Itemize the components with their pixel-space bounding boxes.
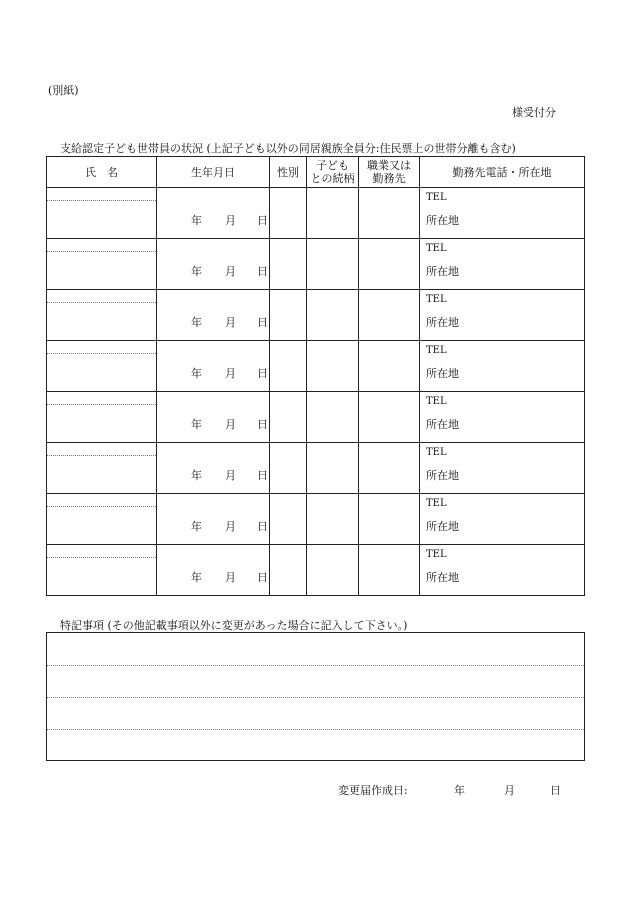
creation-month-label: 月 (504, 784, 515, 797)
birthdate-field[interactable] (157, 188, 270, 239)
address-label: 所在地 (426, 520, 459, 533)
day-label: 日 (257, 571, 268, 584)
name-field[interactable] (47, 443, 157, 494)
header-birthdate: 生年月日 (157, 157, 270, 188)
day-label: 日 (257, 214, 268, 227)
address-label: 所在地 (426, 316, 459, 329)
contact-field[interactable] (420, 392, 585, 443)
address-label: 所在地 (426, 418, 459, 431)
month-label: 月 (225, 469, 236, 482)
name-field[interactable] (47, 494, 157, 545)
name-field[interactable] (47, 290, 157, 341)
gender-field[interactable] (270, 290, 307, 341)
creation-date-label: 変更届作成日: (338, 784, 408, 797)
day-label: 日 (257, 367, 268, 380)
relation-field[interactable] (307, 239, 359, 290)
birthdate-field[interactable] (157, 545, 270, 596)
contact-field[interactable] (420, 545, 585, 596)
creation-date (338, 782, 588, 798)
occupation-field[interactable] (359, 545, 420, 596)
contact-field[interactable] (420, 494, 585, 545)
occupation-field[interactable] (359, 494, 420, 545)
month-label: 月 (225, 571, 236, 584)
day-label: 日 (257, 265, 268, 278)
header-relation (307, 157, 359, 188)
note-line (47, 729, 584, 730)
tel-label: TEL (426, 447, 447, 458)
relation-field[interactable] (307, 545, 359, 596)
contact-field[interactable] (420, 443, 585, 494)
table-row (47, 290, 585, 341)
tel-label: TEL (426, 192, 447, 203)
notes-field[interactable] (46, 632, 585, 761)
day-label: 日 (257, 469, 268, 482)
relation-field[interactable] (307, 188, 359, 239)
birthdate-field[interactable] (157, 494, 270, 545)
tel-label: TEL (426, 549, 447, 560)
header-relation-line2: との続柄 (310, 172, 355, 185)
table-row (47, 494, 585, 545)
note-line (47, 665, 584, 666)
table-header-row (47, 157, 585, 188)
creation-year-label: 年 (454, 784, 465, 797)
year-label: 年 (191, 520, 202, 533)
birthdate-field[interactable] (157, 392, 270, 443)
relation-field[interactable] (307, 392, 359, 443)
furigana-divider (47, 353, 156, 354)
name-field[interactable] (47, 188, 157, 239)
attachment-label: (別紙) (48, 84, 79, 97)
occupation-field[interactable] (359, 443, 420, 494)
note-line (47, 697, 584, 698)
day-label: 日 (257, 418, 268, 431)
day-label: 日 (257, 316, 268, 329)
header-name: 氏 名 (47, 157, 157, 188)
gender-field[interactable] (270, 188, 307, 239)
relation-field[interactable] (307, 443, 359, 494)
year-label: 年 (191, 214, 202, 227)
creation-day-label: 日 (550, 784, 561, 797)
contact-field[interactable] (420, 188, 585, 239)
relation-field[interactable] (307, 494, 359, 545)
birthdate-field[interactable] (157, 443, 270, 494)
gender-field[interactable] (270, 239, 307, 290)
birthdate-field[interactable] (157, 341, 270, 392)
header-gender: 性別 (270, 157, 307, 188)
tel-label: TEL (426, 498, 447, 509)
contact-field[interactable] (420, 290, 585, 341)
furigana-divider (47, 557, 156, 558)
address-label: 所在地 (426, 214, 459, 227)
furigana-divider (47, 200, 156, 201)
relation-field[interactable] (307, 341, 359, 392)
gender-field[interactable] (270, 443, 307, 494)
gender-field[interactable] (270, 494, 307, 545)
address-label: 所在地 (426, 571, 459, 584)
tel-label: TEL (426, 294, 447, 305)
month-label: 月 (225, 214, 236, 227)
month-label: 月 (225, 367, 236, 380)
header-occupation-line1: 職業又は (367, 159, 411, 172)
name-field[interactable] (47, 545, 157, 596)
notes-title: 特記事項 (その他記載事項以外に変更があった場合に記入して下さい。) (60, 619, 408, 632)
furigana-divider (47, 251, 156, 252)
header-contact: 勤務先電話・所在地 (420, 157, 585, 188)
year-label: 年 (191, 367, 202, 380)
gender-field[interactable] (270, 341, 307, 392)
tel-label: TEL (426, 345, 447, 356)
month-label: 月 (225, 418, 236, 431)
tel-label: TEL (426, 396, 447, 407)
gender-field[interactable] (270, 545, 307, 596)
year-label: 年 (191, 571, 202, 584)
table-row (47, 392, 585, 443)
occupation-field[interactable] (359, 290, 420, 341)
header-relation-line1: 子ども (316, 159, 349, 172)
section-title: 支給認定子ども世帯員の状況 (上記子ども以外の同居親族全員分:住民票上の世帯分離も含む) (60, 142, 516, 155)
contact-field[interactable] (420, 341, 585, 392)
year-label: 年 (191, 265, 202, 278)
name-field[interactable] (47, 341, 157, 392)
month-label: 月 (225, 520, 236, 533)
table-row (47, 239, 585, 290)
day-label: 日 (257, 520, 268, 533)
furigana-divider (47, 455, 156, 456)
occupation-field[interactable] (359, 188, 420, 239)
birthdate-field[interactable] (157, 239, 270, 290)
gender-field[interactable] (270, 392, 307, 443)
address-label: 所在地 (426, 367, 459, 380)
table-row (47, 188, 585, 239)
month-label: 月 (225, 316, 236, 329)
occupation-field[interactable] (359, 392, 420, 443)
occupation-field[interactable] (359, 239, 420, 290)
household-table (46, 156, 585, 596)
birthdate-field[interactable] (157, 290, 270, 341)
year-label: 年 (191, 316, 202, 329)
header-occupation (359, 157, 420, 188)
address-label: 所在地 (426, 265, 459, 278)
address-label: 所在地 (426, 469, 459, 482)
occupation-field[interactable] (359, 341, 420, 392)
name-field[interactable] (47, 392, 157, 443)
relation-field[interactable] (307, 290, 359, 341)
table-row (47, 341, 585, 392)
furigana-divider (47, 506, 156, 507)
receipt-label: 様受付分 (512, 106, 556, 119)
table-row (47, 443, 585, 494)
furigana-divider (47, 404, 156, 405)
header-occupation-line2: 勤務先 (372, 172, 406, 185)
name-field[interactable] (47, 239, 157, 290)
year-label: 年 (191, 418, 202, 431)
table-row (47, 545, 585, 596)
contact-field[interactable] (420, 239, 585, 290)
tel-label: TEL (426, 243, 447, 254)
year-label: 年 (191, 469, 202, 482)
furigana-divider (47, 302, 156, 303)
month-label: 月 (225, 265, 236, 278)
